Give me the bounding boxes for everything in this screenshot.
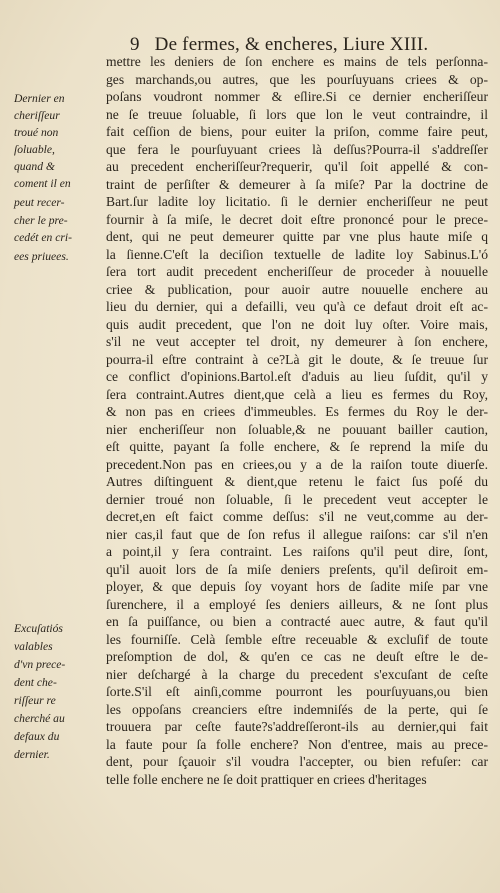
margin-note-line: dent che- xyxy=(14,676,57,689)
margin-note-line: cedét en cri- xyxy=(14,231,72,244)
text-line: mettre les deniers de ſon enchere es mains de tels perſonna- xyxy=(106,54,488,69)
text-line: Autres diſtinguent & dient,que retenu le faict ſus poſé du xyxy=(106,474,488,489)
text-line: que fera le pourſuyuant criees là deſſus?Pourra-il s'addreſſer xyxy=(106,141,488,157)
margin-note-line: quand & xyxy=(14,160,55,173)
text-line: & non pas en criees d'immeubles. Es fermes du Roy le der- xyxy=(106,404,488,419)
text-line: fait ceſſion de biens, pour euiter la priſon, comme faire peut, xyxy=(106,124,488,139)
margin-note-line: riſſeur re xyxy=(14,694,56,707)
text-line: ſurenchere, il a employé ſes deniers ailleurs, & ne ſont plus xyxy=(106,596,488,612)
body-text xyxy=(106,53,488,788)
text-line: eſt quitte, payant ſa folle enchere, & ſe reprend la miſe du xyxy=(106,439,488,454)
text-line: dent, pour ſçauoir s'il voudra l'accepter, ou bien refuſer: car xyxy=(106,754,488,769)
text-line: traint de perſiſter & demeurer à ſa miſe? Par la doctrine de xyxy=(106,176,488,192)
margin-note-line: troué non xyxy=(14,126,59,139)
text-line: lieu du dernier, qui a defailli, veu qu'à ce defaut droit eſt ac- xyxy=(106,299,488,314)
margin-note-line: dernier. xyxy=(14,748,50,761)
text-line: dent, qui ne peut demeurer quitte par vne plus haute miſe q xyxy=(106,229,488,244)
text-line: ſorte.S'il eſt ainſi,comme pourront les pourſuyuans,ou bien xyxy=(106,684,488,699)
margin-note-line: ſoluable, xyxy=(14,143,55,156)
text-line: telle folle enchere ne ſe doit prattiquer en criees d'heritages xyxy=(106,771,427,787)
margin-note-line: Excuſatiós xyxy=(14,622,63,635)
page-number: 9 xyxy=(130,34,140,55)
text-line: qu'il auoit lors de ſa miſe deniers preſents, qu'il deſiroit em- xyxy=(106,561,488,577)
running-title: De fermes, & encheres, Liure XIII. xyxy=(154,34,429,55)
text-line: ſera contraint.Autres dient,que celà a lieu es fermes du Roy, xyxy=(106,386,488,402)
text-line: ſera tort audit precedent encheriſſeur de proceder à nouuelle xyxy=(106,264,488,279)
margin-note-line: Dernier en xyxy=(14,92,65,105)
text-line: preſomption de dol, & qu'en ce cas ne deuſt eſtre le de- xyxy=(106,649,488,664)
text-line: pourra-il eſtre contraint à ce?Là git le doute, & ſe treuue ſur xyxy=(106,351,488,367)
text-line: criee & publication, pour auoir autre nouuelle enchere au xyxy=(106,281,488,297)
text-line: les fourniſſe. Celà ſemble eſtre receuable & excluſif de toute xyxy=(106,631,488,647)
text-line: ges marchands,ou autres, que les pourſuyuans criees & op- xyxy=(106,71,488,87)
text-line: la faute pour ſa folle enchere? Non d'entree, mais au prece- xyxy=(106,736,488,752)
margin-note-line: ees priuees. xyxy=(14,250,69,263)
text-line: au precedent encheriſſeur?requerir, qu'il ſoit appellé & con- xyxy=(106,159,488,174)
text-line: fournir à ſa miſe, le decret doit eſtre prononcé pour le prece- xyxy=(106,211,488,227)
margin-note-line: cheriſſeur xyxy=(14,109,60,122)
text-line: nier cas,il faut que de ſon refus il allegue raiſons: car s'il n'en xyxy=(106,526,488,542)
text-line: les oppoſans creanciers eſtre indemniſés de la perte, qui ſe xyxy=(106,701,488,717)
margin-note-line: peut recer- xyxy=(14,196,65,209)
text-line: ce conflict d'opinions.Bartol.eſt d'aduis au lieu ſuſdit, qu'il y xyxy=(106,369,488,384)
text-line: la ſienne.C'eſt la deciſion textuelle de ladite loy Sabinus.L'ó xyxy=(106,246,488,262)
margin-note-line: defaux du xyxy=(14,730,60,743)
text-line: Bart.ſur ladite loy licitatio. ſi le dernier encheriſſeur ne peut xyxy=(106,194,488,209)
margin-note-line: coment il en xyxy=(14,177,71,190)
text-line: en ſa puiſſance, ou bien a contracté auec autre, & faut qu'il xyxy=(106,614,488,629)
text-line: ne ſe treuue ſoluable, ſi lors que lon le veut contraindre, il xyxy=(106,106,488,122)
text-line: decret,en eſt faict comme deſſus: s'il ne veut,comme au der- xyxy=(106,509,488,524)
text-line: dernier troué non ſoluable, ſi le precedent veut accepter le xyxy=(106,491,488,507)
text-line: precedent.Non pas en criees,ou y a de la raiſon toute diuerſe. xyxy=(106,456,488,472)
text-line: s'il ne veut accepter tel droit, ny demeurer à ſon enchere, xyxy=(106,334,488,349)
margin-note-line: valables xyxy=(14,640,53,653)
margin-note-line: cherché au xyxy=(14,712,65,725)
text-line: nier encheriſſeur non ſoluable,& ne pouuant bailler caution, xyxy=(106,421,488,437)
text-line: quis audit precedent, que l'on ne doit luy oſter. Voire mais, xyxy=(106,316,488,332)
margin-note-line: cher le pre- xyxy=(14,214,68,227)
text-line: ployer, & que depuis ſoy voyant hors de ſadite miſe par vne xyxy=(106,579,488,594)
text-line: trouuera par ceſte faute?s'addreſſeront-ils au dernier,qui fait xyxy=(106,719,488,734)
text-line: poſans voudront nommer & eſlire.Si ce dernier encheriſſeur xyxy=(106,89,488,104)
margin-note-line: d'vn prece- xyxy=(14,658,66,671)
text-line: nier deſchargé à la charge du precedent s'excuſant de ceſte xyxy=(106,666,488,682)
text-line: a point,il y ſera contraint. Les raiſons qu'il peut dire, ſont, xyxy=(106,544,488,559)
